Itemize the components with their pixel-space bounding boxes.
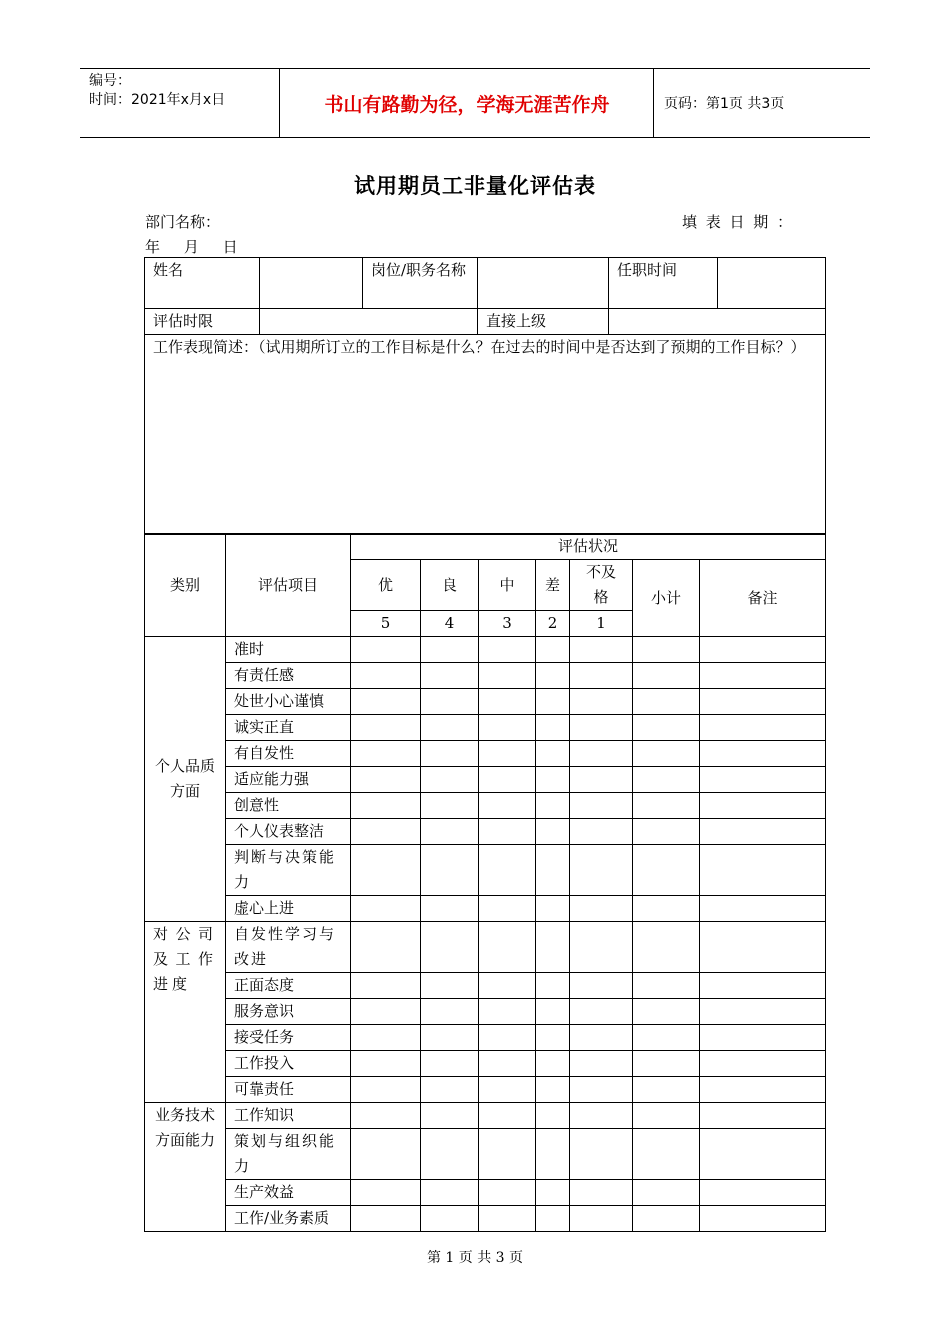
document-header (80, 68, 870, 138)
position-value[interactable] (478, 258, 609, 309)
remark-cell[interactable] (700, 819, 826, 845)
item-label: 判断与决策能力 (226, 845, 351, 896)
score-cell[interactable] (536, 689, 570, 715)
score-cell[interactable] (351, 1129, 421, 1180)
score-cell[interactable] (479, 1077, 536, 1103)
score-cell[interactable] (479, 663, 536, 689)
score-cell[interactable] (570, 973, 633, 999)
item-label: 处世小心谨慎 (226, 689, 351, 715)
supervisor-value[interactable] (609, 309, 826, 335)
score-cell[interactable] (351, 1025, 421, 1051)
score-cell[interactable] (351, 819, 421, 845)
subtotal-cell[interactable] (633, 819, 700, 845)
score-cell[interactable] (421, 1025, 479, 1051)
score-cell[interactable] (536, 663, 570, 689)
name-value[interactable] (260, 258, 363, 309)
remark-cell[interactable] (700, 922, 826, 973)
grade-medium: 中 (479, 560, 536, 611)
remark-cell[interactable] (700, 1077, 826, 1103)
score-cell[interactable] (570, 741, 633, 767)
item-label: 准时 (226, 637, 351, 663)
remark-cell[interactable] (700, 1025, 826, 1051)
score-cell[interactable] (351, 1180, 421, 1206)
score-cell[interactable] (536, 845, 570, 896)
item-label: 正面态度 (226, 973, 351, 999)
score-cell[interactable] (570, 1103, 633, 1129)
score-cell[interactable] (570, 1077, 633, 1103)
score-cell[interactable] (421, 1206, 479, 1232)
remark-header: 备注 (700, 560, 826, 637)
score-cell[interactable] (479, 715, 536, 741)
score-cell[interactable] (479, 689, 536, 715)
score-cell[interactable] (351, 1206, 421, 1232)
period-value[interactable] (260, 309, 478, 335)
remark-cell[interactable] (700, 1129, 826, 1180)
subtotal-cell[interactable] (633, 793, 700, 819)
score-cell[interactable] (479, 999, 536, 1025)
table-row (145, 922, 826, 973)
score-cell[interactable] (351, 845, 421, 896)
score-cell[interactable] (351, 741, 421, 767)
remark-cell[interactable] (700, 741, 826, 767)
score-cell[interactable] (536, 999, 570, 1025)
table-row (145, 999, 826, 1025)
score-cell[interactable] (421, 1077, 479, 1103)
score-cell[interactable] (351, 1103, 421, 1129)
category-cell: 对公司及工作进度 (145, 922, 226, 1103)
period-label: 评估时限 (145, 309, 260, 335)
score-cell[interactable] (421, 1051, 479, 1077)
item-label: 工作知识 (226, 1103, 351, 1129)
score-cell[interactable] (351, 1077, 421, 1103)
table-row (145, 741, 826, 767)
item-label: 自发性学习与改进 (226, 922, 351, 973)
score-2: 2 (536, 611, 570, 637)
name-label: 姓名 (145, 258, 260, 309)
remark-cell[interactable] (700, 973, 826, 999)
category-cell: 业务技术方面能力 (145, 1103, 226, 1232)
subtotal-cell[interactable] (633, 637, 700, 663)
item-label: 策划与组织能力 (226, 1129, 351, 1180)
score-cell[interactable] (536, 1077, 570, 1103)
remark-cell[interactable] (700, 896, 826, 922)
subtotal-cell[interactable] (633, 689, 700, 715)
item-label: 有自发性 (226, 741, 351, 767)
table-row (145, 1025, 826, 1051)
score-cell[interactable] (536, 715, 570, 741)
score-cell[interactable] (536, 741, 570, 767)
score-cell[interactable] (570, 1051, 633, 1077)
score-cell[interactable] (536, 896, 570, 922)
table-row (145, 637, 826, 663)
item-label: 有责任感 (226, 663, 351, 689)
subtotal-cell[interactable] (633, 741, 700, 767)
page-title: 试用期员工非量化评估表 (354, 174, 596, 198)
category-cell: 个人品质方面 (145, 637, 226, 922)
score-cell[interactable] (421, 896, 479, 922)
score-4: 4 (421, 611, 479, 637)
table-row (145, 1103, 826, 1129)
category-header: 类别 (145, 534, 226, 637)
tenure-value[interactable] (718, 258, 826, 309)
score-cell[interactable] (351, 793, 421, 819)
subtotal-cell[interactable] (633, 1077, 700, 1103)
item-label: 创意性 (226, 793, 351, 819)
subtotal-cell[interactable] (633, 1025, 700, 1051)
score-cell[interactable] (421, 819, 479, 845)
score-cell[interactable] (421, 973, 479, 999)
date-line: 年 月 日 (145, 238, 238, 256)
subtotal-cell[interactable] (633, 1051, 700, 1077)
score-cell[interactable] (570, 1180, 633, 1206)
grade-excellent: 优 (351, 560, 421, 611)
remark-cell[interactable] (700, 1051, 826, 1077)
score-cell[interactable] (479, 1051, 536, 1077)
score-cell[interactable] (536, 767, 570, 793)
score-cell[interactable] (536, 973, 570, 999)
supervisor-label: 直接上级 (478, 309, 609, 335)
remark-cell[interactable] (700, 793, 826, 819)
score-cell[interactable] (536, 1180, 570, 1206)
dept-label: 部门名称： (145, 213, 221, 231)
subtotal-cell[interactable] (633, 922, 700, 973)
subtotal-cell[interactable] (633, 1103, 700, 1129)
page-footer: 第 1 页 共 3 页 (426, 1250, 524, 1266)
score-cell[interactable] (536, 637, 570, 663)
table-row (145, 973, 826, 999)
table-row (145, 1129, 826, 1180)
score-cell[interactable] (536, 1129, 570, 1180)
score-cell[interactable] (351, 896, 421, 922)
score-cell[interactable] (536, 793, 570, 819)
score-cell[interactable] (570, 1025, 633, 1051)
table-row (145, 896, 826, 922)
evaluation-table (144, 533, 826, 1232)
remark-cell[interactable] (700, 715, 826, 741)
score-cell[interactable] (351, 767, 421, 793)
score-cell[interactable] (479, 819, 536, 845)
score-cell[interactable] (570, 689, 633, 715)
grade-good: 良 (421, 560, 479, 611)
subtotal-cell[interactable] (633, 767, 700, 793)
table-row (145, 689, 826, 715)
table-row (145, 1180, 826, 1206)
score-3: 3 (479, 611, 536, 637)
score-cell[interactable] (536, 1025, 570, 1051)
score-cell[interactable] (421, 845, 479, 896)
remark-cell[interactable] (700, 689, 826, 715)
tenure-label: 任职时间 (609, 258, 718, 309)
score-cell[interactable] (570, 793, 633, 819)
score-cell[interactable] (479, 1129, 536, 1180)
score-cell[interactable] (351, 999, 421, 1025)
score-cell[interactable] (570, 999, 633, 1025)
score-cell[interactable] (421, 1180, 479, 1206)
fill-date-label: 填 表 日 期 ： (682, 213, 795, 231)
table-row (145, 819, 826, 845)
score-cell[interactable] (351, 715, 421, 741)
score-cell[interactable] (570, 767, 633, 793)
remark-cell[interactable] (700, 1103, 826, 1129)
status-header: 评估状况 (351, 534, 826, 560)
subtotal-cell[interactable] (633, 973, 700, 999)
item-label: 个人仪表整洁 (226, 819, 351, 845)
remark-cell[interactable] (700, 845, 826, 896)
score-cell[interactable] (421, 637, 479, 663)
score-cell[interactable] (421, 689, 479, 715)
score-cell[interactable] (351, 637, 421, 663)
time-label: 时间：2021年x月x日 (89, 92, 226, 108)
subtotal-header: 小计 (633, 560, 700, 637)
item-label: 生产效益 (226, 1180, 351, 1206)
score-cell[interactable] (536, 922, 570, 973)
header-page-info: 页码：第1页 共3页 (664, 96, 785, 112)
score-cell[interactable] (536, 1206, 570, 1232)
score-cell[interactable] (351, 922, 421, 973)
score-cell[interactable] (479, 896, 536, 922)
score-cell[interactable] (421, 922, 479, 973)
item-label: 可靠责任 (226, 1077, 351, 1103)
table-row (145, 1077, 826, 1103)
score-cell[interactable] (570, 922, 633, 973)
work-summary[interactable]: 工作表现简述：（试用期所订立的工作目标是什么？在过去的时间中是否达到了预期的工作目标？） (145, 335, 826, 535)
subtotal-cell[interactable] (633, 1180, 700, 1206)
remark-cell[interactable] (700, 1206, 826, 1232)
score-5: 5 (351, 611, 421, 637)
score-cell[interactable] (479, 973, 536, 999)
score-cell[interactable] (479, 793, 536, 819)
score-cell[interactable] (479, 1180, 536, 1206)
score-cell[interactable] (479, 767, 536, 793)
table-row (145, 663, 826, 689)
score-cell[interactable] (421, 1103, 479, 1129)
score-cell[interactable] (479, 637, 536, 663)
table-row (145, 845, 826, 896)
score-cell[interactable] (536, 819, 570, 845)
score-cell[interactable] (351, 973, 421, 999)
score-cell[interactable] (421, 767, 479, 793)
score-cell[interactable] (570, 845, 633, 896)
score-cell[interactable] (479, 845, 536, 896)
table-row (145, 1051, 826, 1077)
score-cell[interactable] (536, 1051, 570, 1077)
subtotal-cell[interactable] (633, 663, 700, 689)
score-cell[interactable] (479, 1025, 536, 1051)
subtotal-cell[interactable] (633, 896, 700, 922)
table-row (145, 715, 826, 741)
score-cell[interactable] (421, 715, 479, 741)
item-label: 适应能力强 (226, 767, 351, 793)
grade-poor: 差 (536, 560, 570, 611)
score-cell[interactable] (479, 1206, 536, 1232)
score-cell[interactable] (421, 663, 479, 689)
score-cell[interactable] (421, 793, 479, 819)
score-cell[interactable] (570, 819, 633, 845)
remark-cell[interactable] (700, 1180, 826, 1206)
header-meta (80, 69, 280, 137)
item-header: 评估项目 (226, 534, 351, 637)
score-cell[interactable] (570, 715, 633, 741)
score-cell[interactable] (570, 663, 633, 689)
score-cell[interactable] (570, 896, 633, 922)
score-cell[interactable] (536, 1103, 570, 1129)
grade-fail: 不及格 (570, 560, 633, 611)
item-label: 诚实正直 (226, 715, 351, 741)
score-cell[interactable] (351, 689, 421, 715)
item-label: 工作投入 (226, 1051, 351, 1077)
table-row (145, 1206, 826, 1232)
table-row (145, 767, 826, 793)
table-row (145, 793, 826, 819)
score-cell[interactable] (570, 1129, 633, 1180)
number-label: 编号： (89, 73, 131, 89)
item-label: 接受任务 (226, 1025, 351, 1051)
item-label: 虚心上进 (226, 896, 351, 922)
item-label: 工作/业务素质 (226, 1206, 351, 1232)
subtotal-cell[interactable] (633, 999, 700, 1025)
remark-cell[interactable] (700, 999, 826, 1025)
score-cell[interactable] (421, 1129, 479, 1180)
subtotal-cell[interactable] (633, 1206, 700, 1232)
score-cell[interactable] (351, 663, 421, 689)
position-label: 岗位/职务名称 (363, 258, 478, 309)
score-cell[interactable] (479, 922, 536, 973)
score-cell[interactable] (570, 637, 633, 663)
score-cell[interactable] (421, 999, 479, 1025)
score-cell[interactable] (479, 741, 536, 767)
remark-cell[interactable] (700, 637, 826, 663)
info-table (144, 257, 826, 535)
item-label: 服务意识 (226, 999, 351, 1025)
subtotal-cell[interactable] (633, 845, 700, 896)
score-cell[interactable] (479, 1103, 536, 1129)
score-cell[interactable] (570, 1206, 633, 1232)
score-cell[interactable] (351, 1051, 421, 1077)
score-cell[interactable] (421, 741, 479, 767)
score-1: 1 (570, 611, 633, 637)
remark-cell[interactable] (700, 663, 826, 689)
remark-cell[interactable] (700, 767, 826, 793)
header-motto: 书山有路勤为径，学海无涯苦作舟 (281, 69, 654, 137)
subtotal-cell[interactable] (633, 715, 700, 741)
subtotal-cell[interactable] (633, 1129, 700, 1180)
